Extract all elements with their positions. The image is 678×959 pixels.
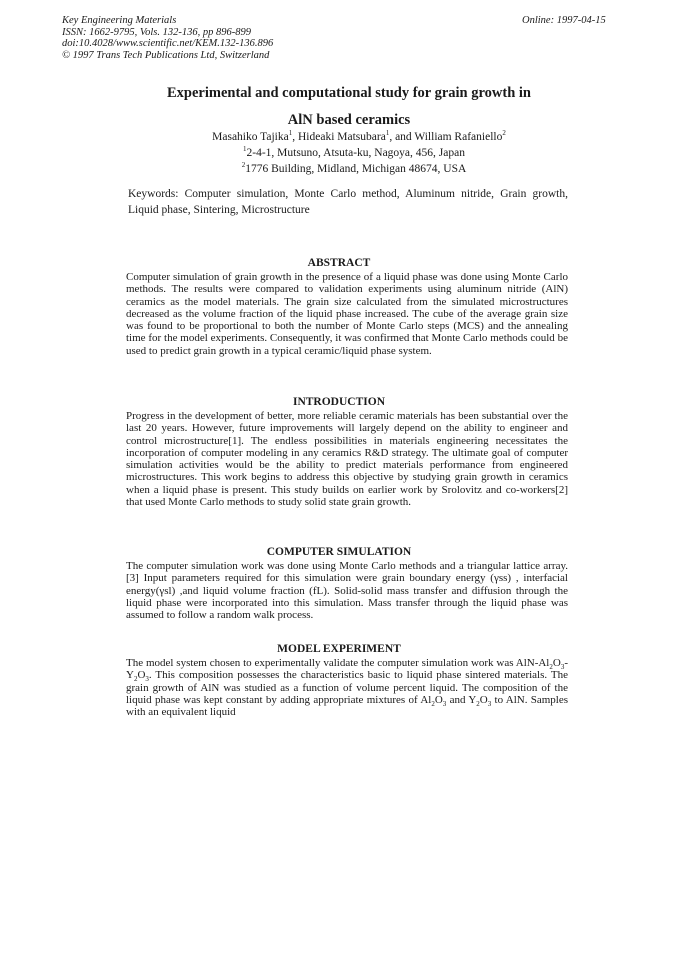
subscript: 2 [476,700,480,709]
author-2: , Hideaki Matsubara [292,131,386,143]
experiment-text-part: -Y [126,657,568,682]
experiment-heading: MODEL EXPERIMENT [277,643,401,655]
affiliation-1-mark: 1 [243,145,247,154]
experiment-text [126,657,568,718]
subscript: 2 [133,675,138,684]
author-1: Masahiko Tajika [212,131,289,143]
affiliation-2-mark: 2 [241,161,246,170]
simulation-heading: COMPUTER SIMULATION [266,546,412,558]
subscript: 3 [442,700,447,709]
journal-name: Key Engineering Materials [62,15,177,26]
experiment-text-part: O [552,657,561,669]
author-list [20,131,678,143]
copyright-line: © 1997 Trans Tech Publications Ltd, Switzerland [62,49,270,61]
paper-title-line-2: AlN based ceramics [287,112,411,128]
author-1-affiliation-mark: 1 [288,129,293,138]
introduction-heading: INTRODUCTION [292,396,385,408]
affiliation-1 [15,147,678,159]
keywords: Keywords: Computer simulation, Monte Carlo method, Aluminum nitride, Grain growth, Liquid phase, Sintering, Microstructure [128,188,568,216]
affiliation-2 [15,163,678,175]
introduction-text: Progress in the development of better, more reliable ceramic materials has been substantial over the last 20 years. However, future improvements will largely depend on the ability to engineer and control microstructure[1]. The endless possibilities in materials engineering necessitates the incorporation of computer modeling in any ceramics R&D strategy. The ultimate goal of computer simulation activities would be the ability to predict materials performance from engineered microstructures. This work begins to address this objective by studying grain growth in ceramics when a liquid phase is present. This study builds on earlier work by Srolovitz and co-workers[2] that used Monte Carlo methods to study solid state grain growth. [126,410,568,509]
affiliation-1-text: 2-4-1, Mutsuno, Atsuta-ku, Nagoya, 456, Japan [246,147,465,159]
issn-line: ISSN: 1662-9795, Vols. 132-136, pp 896-899 [62,26,251,38]
subscript: 3 [145,675,149,684]
subscript: 2 [431,700,435,709]
subscript: 2 [549,663,553,672]
experiment-text-part: . This composition possesses the characteristics basic to liquid phase sintered materials. The grain growth of AlN was studied as a function of volume percent liquid. The composition of the liquid phase was kept constant by adding appropriate mixtures of Al [126,669,568,706]
publication-info [62,15,273,61]
online-date: Online: 1997-04-15 [522,15,606,26]
experiment-text-part: O [137,669,146,682]
abstract-heading: ABSTRACT [307,257,371,269]
experiment-text-part: O [479,693,488,706]
experiment-text-part: O [434,693,443,706]
abstract-text: Computer simulation of grain growth in the presence of a liquid phase was done using Monte Carlo methods. The results were compared to validation experiments using aluminum nitride (AlN) ceramics as the model materials. The grain size calculated from the simulated microstructures decreased as the volume fraction of the liquid phase increased. The cube of the average grain size was found to be proportional to both the number of Monte Carlo steps (MCS) and the annealing time for the model experiments. Consequently, it was confirmed that Monte Carlo methods could be used to predict grain growth in a typical ceramic/liquid phase system. [126,271,568,357]
subscript: 3 [487,700,492,709]
affiliation-2-text: 1776 Building, Midland, Michigan 48674, USA [245,163,467,175]
subscript: 3 [560,663,565,672]
experiment-text-part: The model system chosen to experimentally validate the computer simulation work was AlN-Al [126,657,550,669]
author-2-affiliation-mark: 1 [385,129,390,138]
experiment-text-part: to AlN. Samples with an equivalent liquid [126,693,569,719]
experiment-text-part: and Y [446,693,477,706]
paper-title-line-1: Experimental and computational study for grain growth in [166,85,531,101]
author-3: , and William Rafaniello [389,131,503,143]
author-3-affiliation-mark: 2 [502,129,506,138]
doi-line: doi:10.4028/www.scientific.net/KEM.132-136.896 [62,38,274,49]
simulation-text: The computer simulation work was done using Monte Carlo methods and a triangular lattice array.[3] Input parameters required for this simulation were grain boundary energy (γss) , interfacial energy(γsl) ,and liquid volume fraction (fL). Solid-solid mass transfer and diffusion through the liquid phase were incorporated into this simulation. Mass transfer through the liquid phase was assumed to follow a random walk process. [126,560,568,622]
